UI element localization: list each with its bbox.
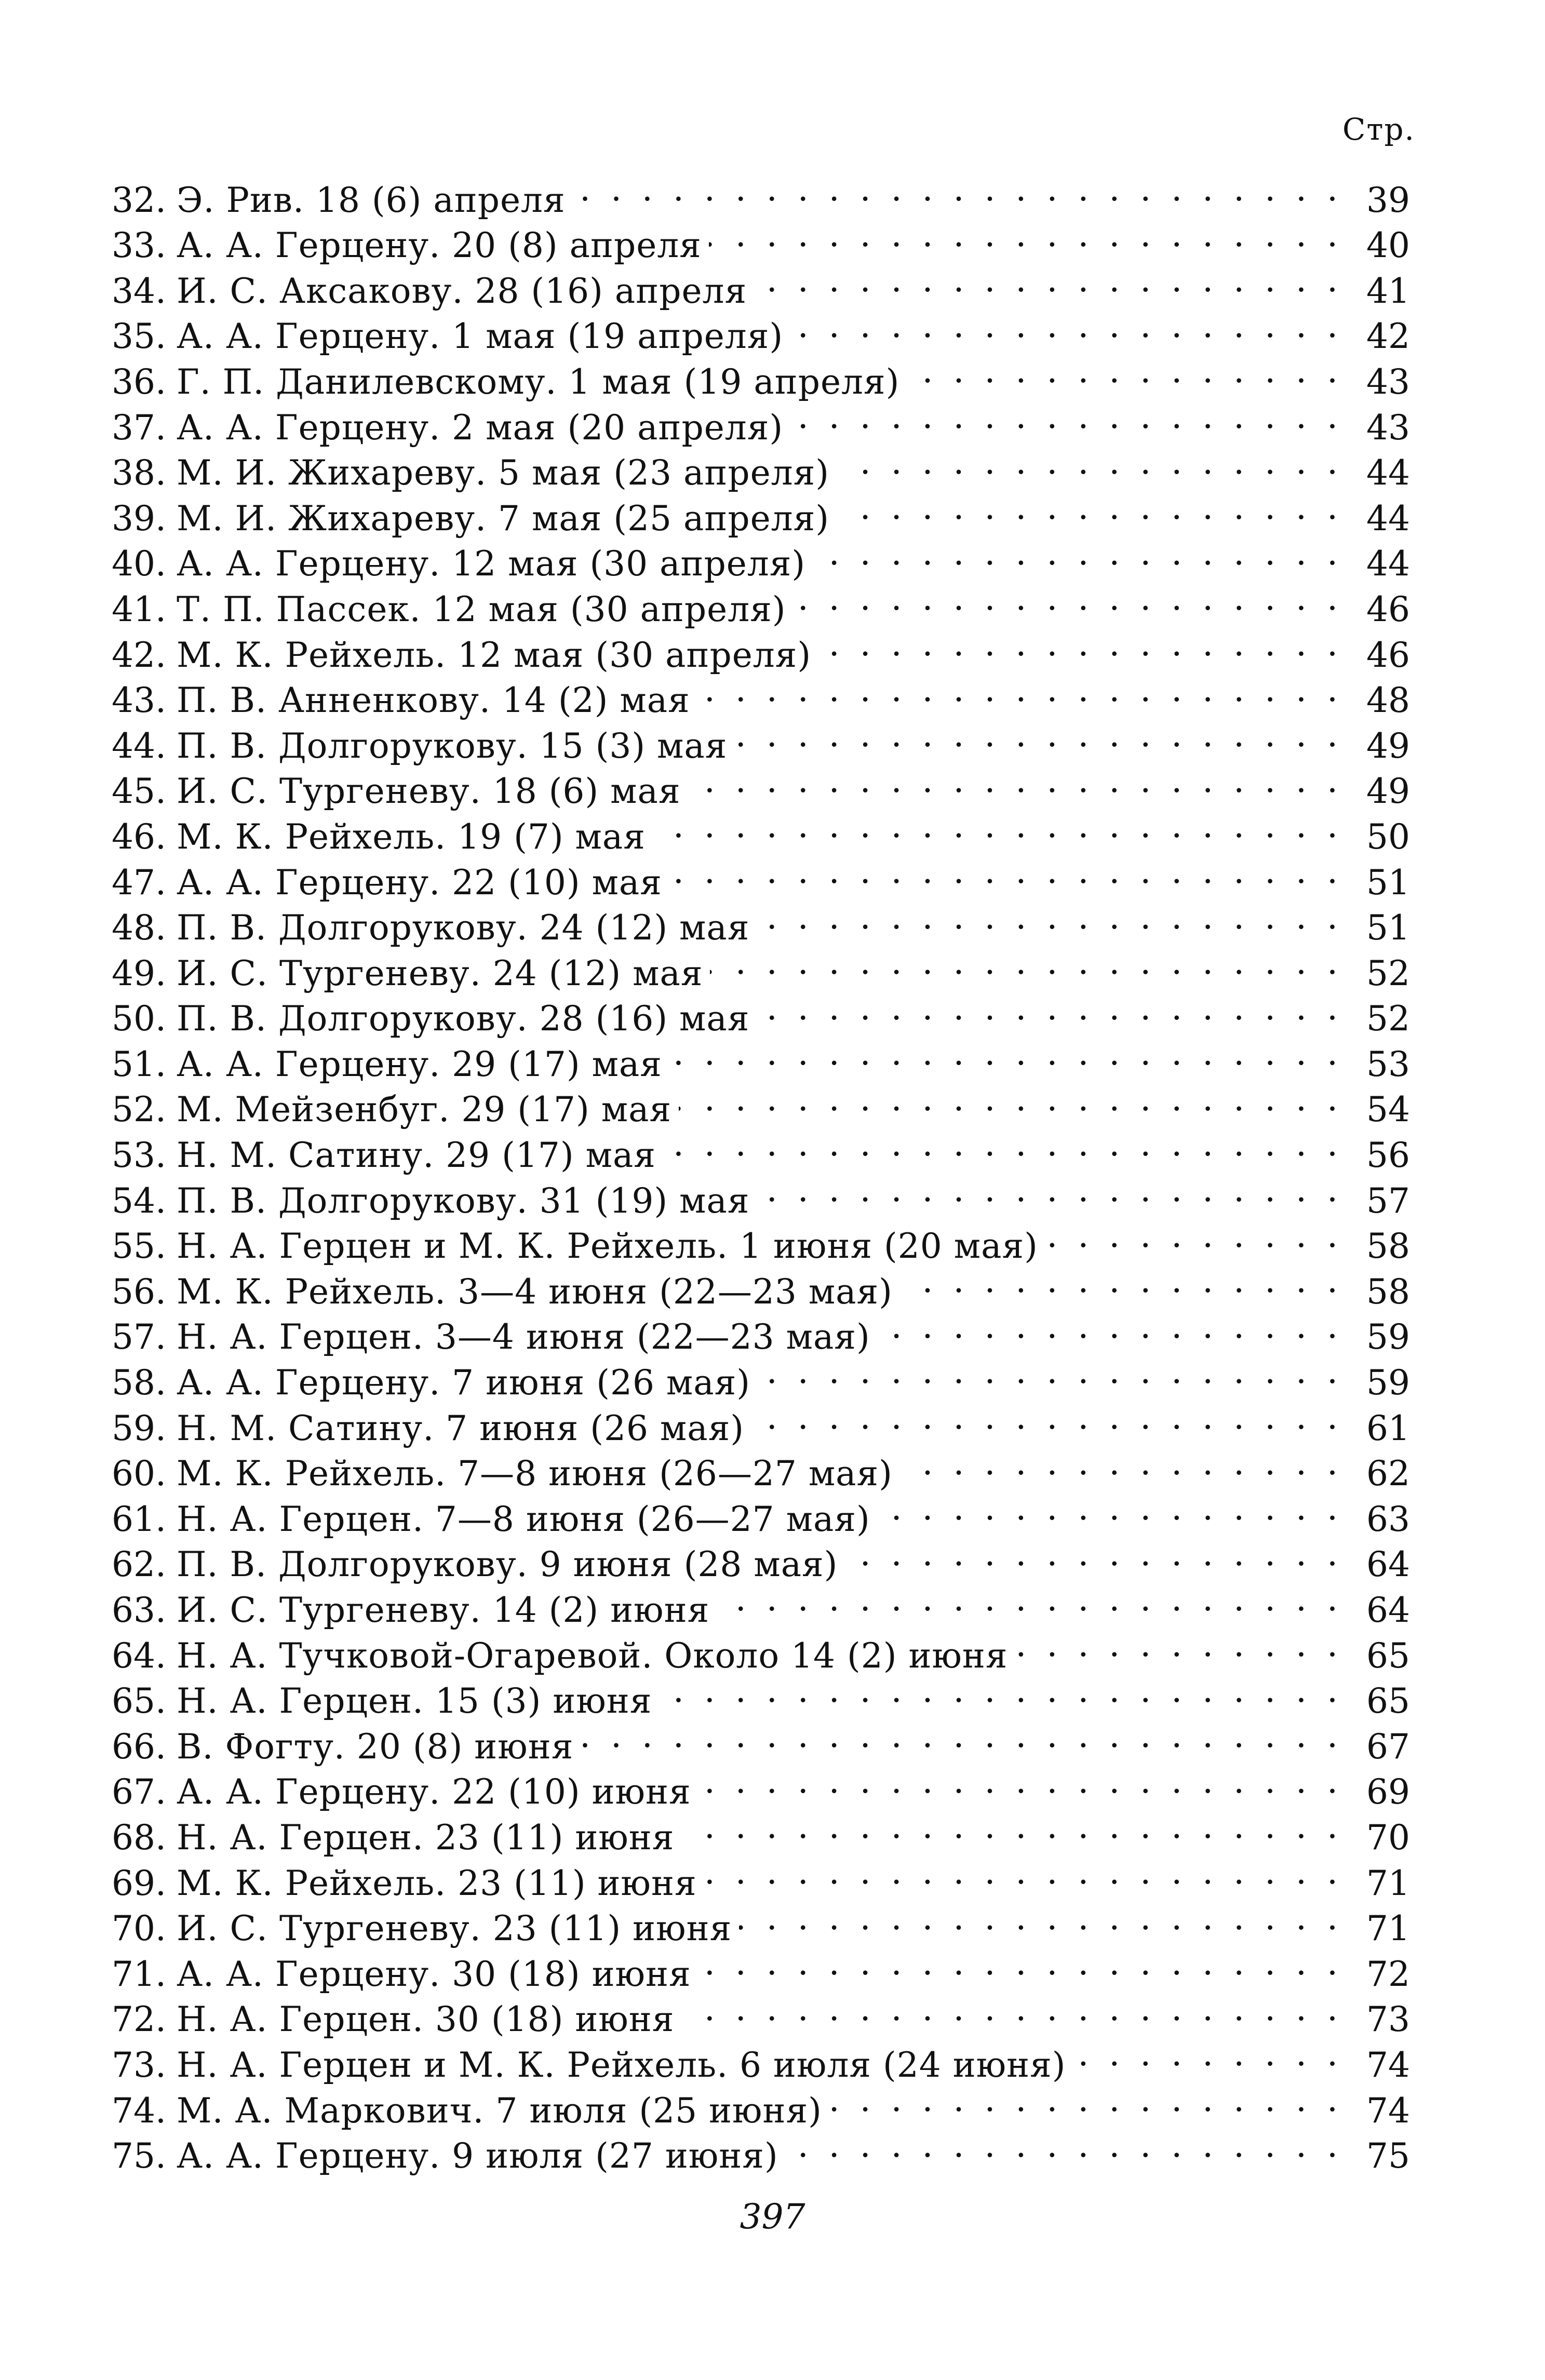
dot-leader — [698, 1940, 1342, 1986]
entry-number: 63. — [112, 1590, 166, 1630]
entry-title: Э. Рив. 18 (6) апреля — [177, 180, 566, 220]
entry-number: 67. — [112, 1772, 166, 1812]
dot-leader — [845, 1531, 1342, 1577]
entry-page: 57 — [1366, 1180, 1410, 1221]
entry-page: 54 — [1366, 1090, 1410, 1130]
entry-page: 46 — [1366, 589, 1410, 629]
entry-title: А. А. Герцену. 1 мая (19 апреля) — [177, 316, 784, 357]
entry-page: 43 — [1366, 407, 1410, 448]
entry-number: 60. — [112, 1454, 166, 1494]
dot-leader — [739, 1895, 1342, 1941]
entry-page: 71 — [1366, 1908, 1410, 1949]
entry-page: 50 — [1366, 816, 1410, 857]
entry-number: 64. — [112, 1635, 166, 1676]
dot-leader — [878, 1485, 1342, 1531]
entry-title: М. И. Жихареву. 7 мая (25 апреля) — [177, 498, 829, 539]
entry-title: Г. П. Данилевскому. 1 мая (19 апреля) — [177, 361, 900, 402]
entry-title: А. А. Герцену. 9 июля (27 июня) — [177, 2136, 778, 2176]
entry-page: 53 — [1366, 1044, 1410, 1084]
entry-number: 49. — [112, 953, 166, 993]
entry-number: 33. — [112, 225, 166, 266]
entry-page: 70 — [1366, 1817, 1410, 1858]
entry-page: 74 — [1366, 2045, 1410, 2085]
entry-page: 62 — [1366, 1454, 1410, 1494]
dot-leader — [758, 1349, 1342, 1394]
entry-title: М. К. Рейхель. 7—8 июня (26—27 мая) — [177, 1454, 893, 1494]
entry-title: А. А. Герцену. 22 (10) мая — [177, 862, 662, 903]
dot-leader — [1045, 1213, 1342, 1258]
entry-title: И. С. Тургеневу. 24 (12) мая — [177, 953, 703, 993]
entry-number: 43. — [112, 680, 166, 721]
entry-number: 74. — [112, 2090, 166, 2131]
entry-title: А. А. Герцену. 7 июня (26 мая) — [177, 1363, 750, 1403]
dot-leader — [669, 1030, 1342, 1076]
entry-page: 58 — [1366, 1271, 1410, 1312]
entry-page: 65 — [1366, 1681, 1410, 1722]
entry-number: 36. — [112, 361, 166, 402]
entry-number: 65. — [112, 1681, 166, 1722]
dot-leader — [757, 894, 1342, 940]
entry-number: 41. — [112, 589, 166, 629]
entry-number: 54. — [112, 1180, 166, 1221]
entry-page: 69 — [1366, 1772, 1410, 1812]
entry-number: 47. — [112, 862, 166, 903]
entry-title: Н. А. Герцен и М. К. Рейхель. 6 июля (24 июня) — [177, 2045, 1066, 2085]
entry-page: 56 — [1366, 1135, 1410, 1176]
entry-number: 50. — [112, 999, 166, 1039]
entry-page: 52 — [1366, 999, 1410, 1039]
entry-page: 43 — [1366, 361, 1410, 402]
dot-leader — [829, 2077, 1342, 2122]
page-column-label: Стр. — [1342, 112, 1415, 147]
dot-leader — [757, 985, 1342, 1031]
entry-page: 72 — [1366, 1954, 1410, 1994]
entry-number: 55. — [112, 1226, 166, 1267]
entry-page: 48 — [1366, 680, 1410, 721]
dot-leader — [790, 303, 1342, 348]
entry-number: 70. — [112, 1908, 166, 1949]
dot-leader — [681, 1986, 1342, 2032]
dot-leader — [734, 712, 1342, 758]
entry-title: А. А. Герцену. 20 (8) апреля — [177, 225, 702, 266]
dot-leader — [837, 485, 1342, 530]
entry-number: 68. — [112, 1817, 166, 1858]
dot-leader — [790, 394, 1342, 439]
entry-number: 66. — [112, 1726, 166, 1767]
dot-leader — [704, 1849, 1342, 1895]
entry-title: Н. А. Герцен. 7—8 июня (26—27 мая) — [177, 1499, 870, 1539]
entry-number: 53. — [112, 1135, 166, 1176]
entry-page: 59 — [1366, 1363, 1410, 1403]
entry-page: 39 — [1366, 180, 1410, 220]
entry-page: 51 — [1366, 908, 1410, 948]
dot-leader — [1015, 1622, 1342, 1668]
dot-leader — [786, 2122, 1342, 2168]
entry-title: М. И. Жихареву. 5 мая (23 апреля) — [177, 453, 829, 493]
entry-page: 51 — [1366, 862, 1410, 903]
entry-title: В. Фогту. 20 (8) июня — [177, 1726, 574, 1767]
entry-number: 75. — [112, 2136, 166, 2176]
entry-number: 61. — [112, 1499, 166, 1539]
entry-number: 34. — [112, 271, 166, 311]
page-number: 397 — [740, 2197, 805, 2237]
dot-leader — [813, 530, 1342, 576]
entry-number: 58. — [112, 1363, 166, 1403]
entry-title: Н. М. Сатину. 7 июня (26 мая) — [177, 1408, 744, 1448]
entry-page: 42 — [1366, 316, 1410, 357]
entry-number: 51. — [112, 1044, 166, 1084]
entry-title: М. К. Рейхель. 3—4 июня (22—23 мая) — [177, 1271, 893, 1312]
entry-number: 37. — [112, 407, 166, 448]
entry-page: 73 — [1366, 1999, 1410, 2040]
entry-number: 57. — [112, 1317, 166, 1357]
entry-title: П. В. Долгорукову. 31 (19) мая — [177, 1180, 750, 1221]
entry-title: П. В. Долгорукову. 24 (12) мая — [177, 908, 750, 948]
entry-title: И. С. Тургеневу. 14 (2) июня — [177, 1590, 710, 1630]
entry-number: 38. — [112, 453, 166, 493]
entry-number: 69. — [112, 1863, 166, 1903]
entry-page: 44 — [1366, 453, 1410, 493]
dot-leader — [681, 1804, 1342, 1849]
entry-number: 32. — [112, 180, 166, 220]
dot-leader — [717, 1576, 1342, 1622]
entry-title: А. А. Герцену. 29 (17) мая — [177, 1044, 662, 1084]
entry-page: 74 — [1366, 2090, 1410, 2131]
entry-page: 52 — [1366, 953, 1410, 993]
entry-number: 72. — [112, 1999, 166, 2040]
dot-leader — [581, 1713, 1342, 1758]
entry-title: М. Мейзенбуг. 29 (17) мая — [177, 1090, 672, 1130]
entry-title: М. К. Рейхель. 19 (7) мая — [177, 816, 646, 857]
entry-title: Н. А. Тучковой-Огаревой. Около 14 (2) июня — [177, 1635, 1008, 1676]
dot-leader — [900, 1258, 1342, 1303]
dot-leader — [659, 1668, 1342, 1713]
toc-entry — [112, 166, 1410, 220]
dot-leader — [663, 1121, 1342, 1167]
entry-page: 59 — [1366, 1317, 1410, 1357]
dot-leader — [653, 803, 1342, 849]
dot-leader — [697, 667, 1342, 712]
dot-leader — [754, 257, 1342, 303]
dot-leader — [679, 1076, 1342, 1122]
entry-title: И. С. Тургеневу. 18 (6) мая — [177, 771, 681, 812]
entry-page: 65 — [1366, 1635, 1410, 1676]
entry-number: 48. — [112, 908, 166, 948]
entry-number: 71. — [112, 1954, 166, 1994]
entry-page: 58 — [1366, 1226, 1410, 1267]
entry-title: А. А. Герцену. 12 мая (30 апреля) — [177, 544, 806, 584]
entry-title: А. А. Герцену. 22 (10) июня — [177, 1772, 691, 1812]
dot-leader — [907, 348, 1342, 394]
entry-number: 35. — [112, 316, 166, 357]
entry-number: 44. — [112, 725, 166, 766]
entry-number: 52. — [112, 1090, 166, 1130]
dot-leader — [757, 1167, 1342, 1213]
entry-title: П. В. Долгорукову. 15 (3) мая — [177, 725, 728, 766]
entry-number: 39. — [112, 498, 166, 539]
entry-title: Н. А. Герцен и М. К. Рейхель. 1 июня (20 мая) — [177, 1226, 1038, 1267]
dot-leader — [710, 939, 1342, 985]
entry-title: И. С. Аксакову. 28 (16) апреля — [177, 271, 747, 311]
entry-number: 42. — [112, 635, 166, 675]
entry-page: 46 — [1366, 635, 1410, 675]
entry-number: 40. — [112, 544, 166, 584]
entry-page: 44 — [1366, 544, 1410, 584]
entry-title: Н. А. Герцен. 23 (11) июня — [177, 1817, 675, 1858]
dot-leader — [794, 575, 1342, 621]
entry-page: 71 — [1366, 1863, 1410, 1903]
entry-title: М. К. Рейхель. 12 мая (30 апреля) — [177, 635, 812, 675]
entry-title: Н. А. Герцен. 15 (3) июня — [177, 1681, 652, 1722]
dot-leader — [698, 1758, 1342, 1804]
table-of-contents — [112, 166, 1410, 2176]
entry-title: А. А. Герцену. 2 мая (20 апреля) — [177, 407, 784, 448]
dot-leader — [751, 1394, 1342, 1440]
dot-leader — [1073, 2031, 1342, 2077]
entry-title: М. К. Рейхель. 23 (11) июня — [177, 1863, 697, 1903]
entry-title: А. А. Герцену. 30 (18) июня — [177, 1954, 691, 1994]
entry-page: 64 — [1366, 1544, 1410, 1585]
entry-page: 41 — [1366, 271, 1410, 311]
entry-number: 56. — [112, 1271, 166, 1312]
dot-leader — [669, 849, 1342, 894]
entry-page: 49 — [1366, 771, 1410, 812]
entry-page: 63 — [1366, 1499, 1410, 1539]
entry-page: 40 — [1366, 225, 1410, 266]
entry-page: 61 — [1366, 1408, 1410, 1448]
dot-leader — [709, 212, 1342, 258]
entry-number: 59. — [112, 1408, 166, 1448]
dot-leader — [688, 758, 1342, 803]
entry-page: 67 — [1366, 1726, 1410, 1767]
entry-page: 49 — [1366, 725, 1410, 766]
entry-page: 75 — [1366, 2136, 1410, 2176]
entry-page: 44 — [1366, 498, 1410, 539]
entry-number: 73. — [112, 2045, 166, 2085]
entry-title: П. В. Долгорукову. 28 (16) мая — [177, 999, 750, 1039]
dot-leader — [900, 1440, 1342, 1486]
dot-leader — [818, 621, 1342, 667]
dot-leader — [878, 1303, 1342, 1349]
dot-leader — [573, 166, 1342, 212]
entry-number: 46. — [112, 816, 166, 857]
entry-title: Н. А. Герцен. 3—4 июня (22—23 мая) — [177, 1317, 870, 1357]
entry-number: 45. — [112, 771, 166, 812]
entry-title: Н. М. Сатину. 29 (17) мая — [177, 1135, 656, 1176]
entry-title: П. В. Долгорукову. 9 июня (28 мая) — [177, 1544, 838, 1585]
dot-leader — [837, 439, 1342, 485]
entry-title: Н. А. Герцен. 30 (18) июня — [177, 1999, 675, 2040]
entry-title: Т. П. Пассек. 12 мая (30 апреля) — [177, 589, 786, 629]
entry-page: 64 — [1366, 1590, 1410, 1630]
entry-title: И. С. Тургеневу. 23 (11) июня — [177, 1908, 732, 1949]
entry-title: П. В. Анненкову. 14 (2) мая — [177, 680, 690, 721]
entry-title: М. А. Маркович. 7 июля (25 июня) — [177, 2090, 822, 2131]
entry-number: 62. — [112, 1544, 166, 1585]
